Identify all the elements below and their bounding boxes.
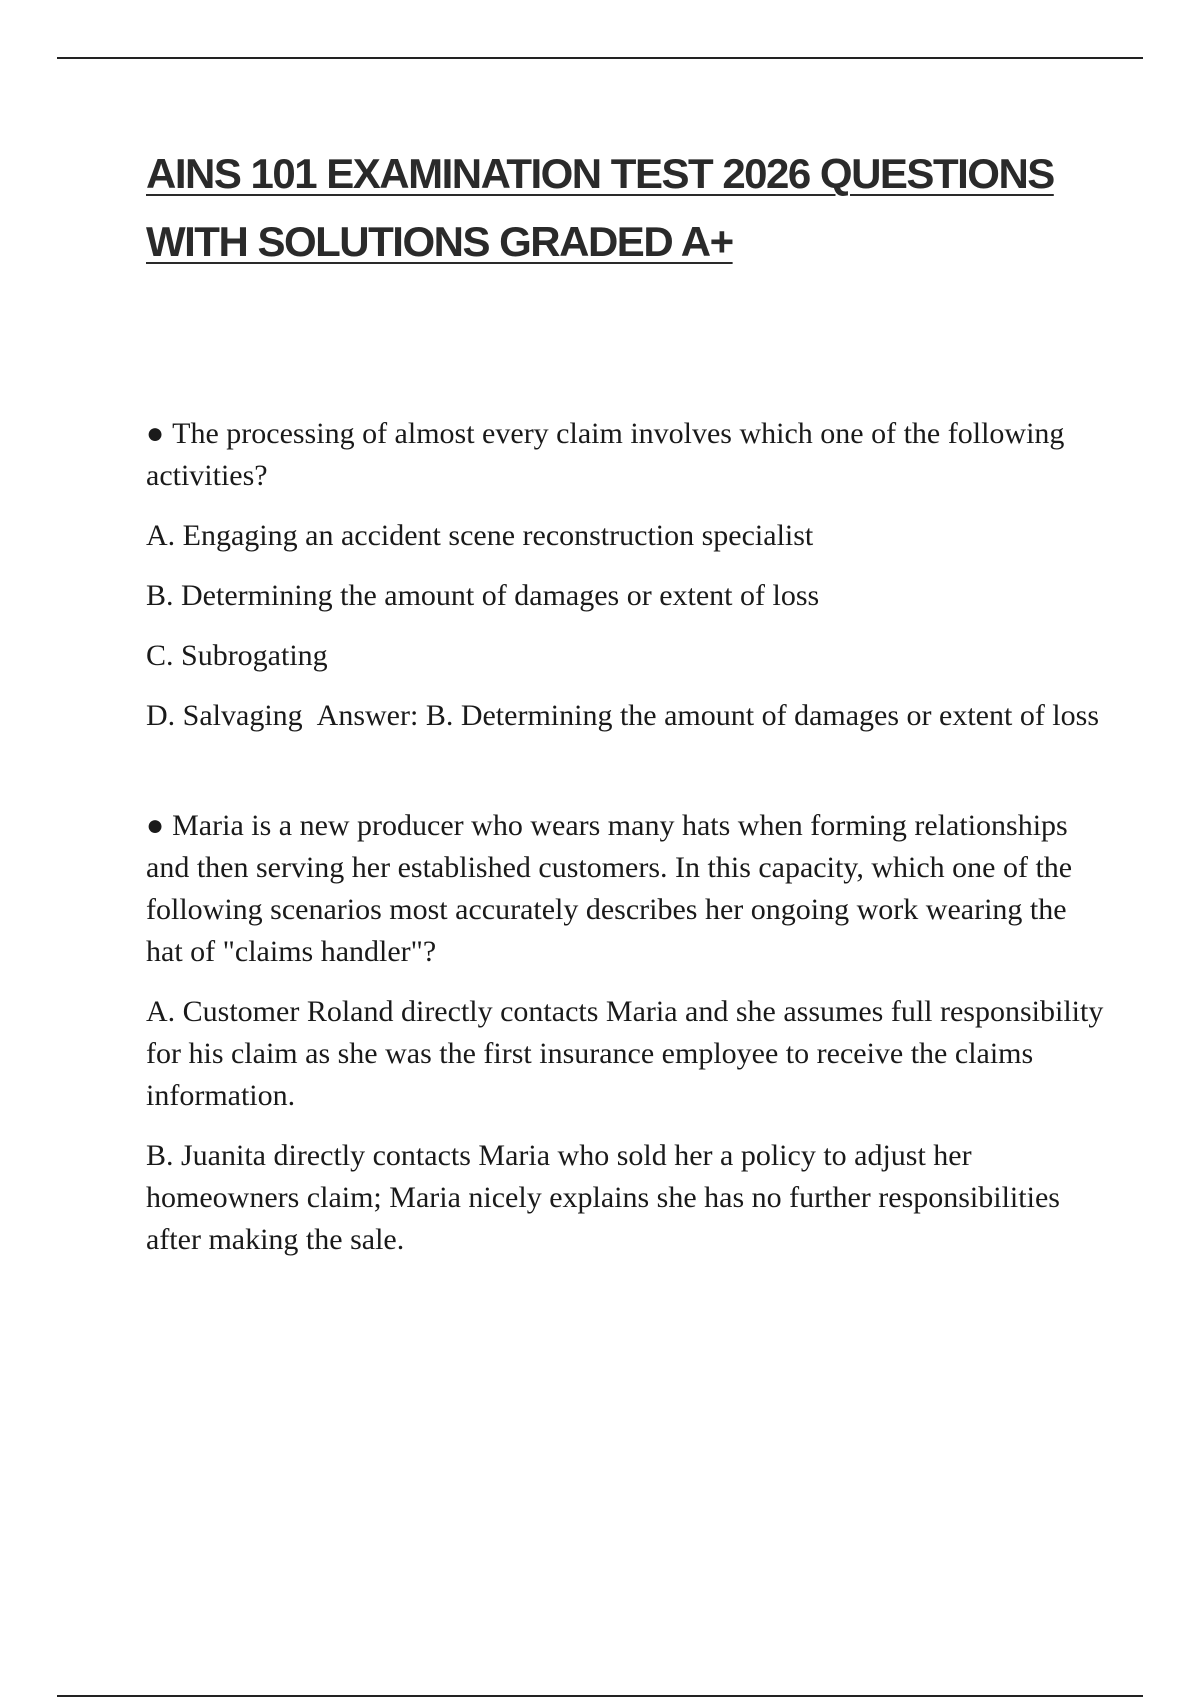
- answer-text: B. Determining the amount of damages or extent of loss: [425, 699, 1099, 732]
- question-text: The processing of almost every claim involves which one of the following activities?: [146, 417, 1065, 492]
- bottom-rule: [57, 1695, 1143, 1697]
- question-stem: [146, 805, 1106, 973]
- document-title: AINS 101 EXAMINATION TEST 2026 QUESTIONS WITH SOLUTIONS GRADED A+: [146, 150, 1054, 265]
- question-list: [146, 413, 1106, 1279]
- answer-label: Answer:: [316, 699, 419, 732]
- question-text: Maria is a new producer who wears many hats when forming relationships and then serving her established customers. In this capacity, which one of the following scenarios most accurately describes her ongoing work wearing the hat of "claims handler"?: [146, 809, 1073, 968]
- question-stem: [146, 413, 1106, 497]
- option-c: C. Subrogating: [146, 639, 328, 672]
- bullet-icon: ●: [146, 417, 165, 450]
- option-d: D. Salvaging: [146, 699, 303, 732]
- question-2: [146, 805, 1106, 1261]
- option-d-with-answer: [146, 695, 1106, 737]
- option-b: B. Juanita directly contacts Maria who sold her a policy to adjust her homeowners claim; Maria nicely explains she has no further responsibilities after making the sale.: [146, 1139, 1060, 1256]
- option-a: A. Customer Roland directly contacts Maria and she assumes full responsibility for his claim as she was the first insurance employee to receive the claims information.: [146, 995, 1104, 1112]
- bullet-icon: ●: [146, 809, 165, 842]
- option-a: A. Engaging an accident scene reconstruction specialist: [146, 519, 814, 552]
- top-rule: [57, 57, 1143, 59]
- option-b: B. Determining the amount of damages or extent of loss: [146, 579, 820, 612]
- question-1: [146, 413, 1106, 737]
